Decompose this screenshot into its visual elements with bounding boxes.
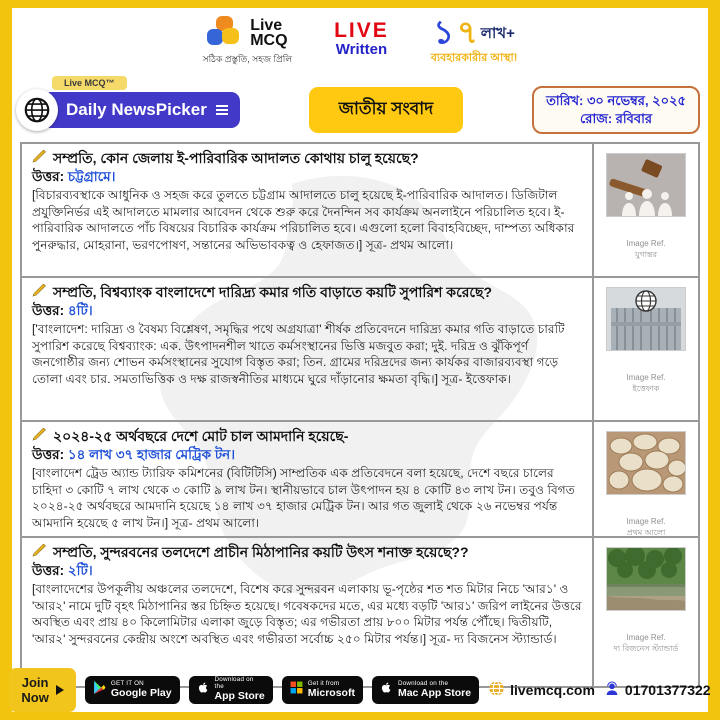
microsoft-badge[interactable]: Get it from Microsoft xyxy=(282,676,363,704)
explanation-text: [বাংলাদেশ ট্রেড অ্যান্ড ট্যারিফ কমিশনের (বিটিটিসি) সাম্প্রতিক এক প্রতিবেদনে বলা হয়েছে, দেশে বছরে চালের চাহিদা ৩ কোটি ৭ লাখ থেকে ৩ কোটি ৯ লাখ টন। স্থানীয়ভাবে চাল উৎপাদন হয় ৪ কোটি ৪৩ লাখ টন। তবুও বিগত ২০২৪-২৫ অর্থবছরে আমদানি হয়েছে ১৪ লাখ ৩৭ হাজার মেট্রিক টন। আর গত জুলাই থেকে ২৬ নভেম্বর পর্যন্ত আমদানি হয়েছে ৫ লাখ টন।] xyxy=(32,465,575,531)
qa-row xyxy=(22,538,698,686)
source-text: সূত্র- দ্য বিজনেস স্ট্যান্ডার্ড। xyxy=(429,632,557,647)
qa-row xyxy=(22,144,698,278)
answer-label: উত্তর: xyxy=(32,303,65,319)
image-ref-source: যুগান্তর xyxy=(634,249,658,259)
source-text: সূত্র- প্রথম আলো। xyxy=(171,516,260,531)
qa-media xyxy=(592,144,698,276)
rice-sacks-image xyxy=(606,431,686,495)
users-count-badge xyxy=(430,14,518,68)
pen-icon xyxy=(32,149,47,167)
qa-media xyxy=(592,278,698,420)
image-ref-label: Image Ref. xyxy=(626,517,666,526)
users-unit: লাখ+ xyxy=(480,24,515,42)
users-digit-2: ৭ xyxy=(456,14,478,50)
live-written-top: LIVE xyxy=(334,19,389,42)
question-text: সম্প্রতি, বিশ্বব্যাংক বাংলাদেশে দারিদ্র্য কমার গতি বাড়াতে কয়টি সুপারিশ করেছে? xyxy=(53,284,493,300)
app-store-badge[interactable]: Download on the App Store xyxy=(189,676,273,704)
live-mcq-logo xyxy=(203,16,292,67)
logo-row xyxy=(12,8,708,76)
newspicker-label: Daily NewsPicker xyxy=(66,100,207,119)
qa-media xyxy=(592,538,698,686)
users-digit-1: ১ xyxy=(433,14,454,50)
qa-text xyxy=(22,278,592,420)
date-line: তারিখ: ৩০ নভেম্বর, ২০২৫ xyxy=(546,92,686,108)
pen-icon xyxy=(32,283,47,301)
answer-value: ৪টি। xyxy=(67,303,93,319)
qa-row xyxy=(22,278,698,422)
live-written-bottom: Written xyxy=(335,41,388,58)
question-text: সম্প্রতি, সুন্দরবনের তলদেশে প্রাচীন মিঠাপানির কয়টি উৎস শনাক্ত হয়েছে?? xyxy=(53,544,469,560)
qa-text xyxy=(22,538,592,686)
day-line: রোজ: রবিবার xyxy=(580,111,653,126)
category-badge: জাতীয় সংবাদ xyxy=(309,87,463,133)
users-caption: ব্যবহারকারীর আস্থা! xyxy=(430,51,518,64)
answer-value: ২টি। xyxy=(67,563,93,579)
nav-row xyxy=(12,76,708,142)
menu-icon xyxy=(216,105,228,115)
image-ref-source: ইত্তেফাক xyxy=(632,383,660,393)
qa-text xyxy=(22,144,592,276)
qa-text xyxy=(22,422,592,536)
image-ref-label: Image Ref. xyxy=(626,633,666,642)
image-ref-source: প্রথম আলো xyxy=(626,527,666,536)
pen-icon xyxy=(32,427,47,445)
question-text: সম্প্রতি, কোন জেলায় ই-পারিবারিক আদালত কোথায় চালু হয়েছে? xyxy=(53,150,419,166)
google-play-badge[interactable]: GET IT ON Google Play xyxy=(85,676,180,704)
court-gavel-image xyxy=(606,153,686,217)
image-ref-label: Image Ref. xyxy=(626,239,666,248)
source-text: সূত্র- প্রথম আলো। xyxy=(365,238,454,253)
answer-label: উত্তর: xyxy=(32,169,65,185)
explanation-text: [বিচারব্যবস্থাকে আধুনিক ও সহজ করে তুলতে চট্টগ্রাম আদালতে চালু হয়েছে ই-পারিবারিক আদালত। ডিজিটাল প্রযুক্তিনির্ভর এই আদালতে মামলার আবেদন থেকে শুরু করে দৈনন্দিন সব কার্যক্রম অনলাইনে পরিচালিত হবে। ই-পারিবারিক আদালতে পাঁচ বিষয়ের বিচারিক কার্যক্রম পরিচালিত হবে। এগুলো হলো বিবাহবিচ্ছেদ, দাম্পত্য অধিকার পুনরুদ্ধার, মোহরানা, ভরণপোষণ, সন্তানের অভিভাবকত্ব ও হেফাজত।] xyxy=(32,187,575,253)
answer-label: উত্তর: xyxy=(32,447,65,463)
answer-value: ১৪ লাখ ৩৭ হাজার মেট্রিক টন। xyxy=(67,447,236,463)
website-text: livemcq.com xyxy=(510,682,595,698)
brand-tab: Live MCQ™ xyxy=(52,76,127,90)
answer-label: উত্তর: xyxy=(32,563,65,579)
explanation-text: [বাংলাদেশের উপকূলীয় অঞ্চলের তলদেশে, বিশেষ করে সুন্দরবন এলাকায় ভূ-পৃষ্ঠের শত শত মিটার নিচে 'আর১' ও 'আর২' নামে দুটি বৃহৎ মিঠাপানির স্তর চিহ্নিত হয়েছে। গবেষকদের মতে, এর মধ্যে বড়টি 'আর১' জরিপ লাইনের উত্তরে অবস্থিত এবং প্রায় ৪০ কিলোমিটার এলাকা জুড়ে বিস্তৃত; এর গভীরতা প্রায় ৮০০ মিটার পর্যন্ত পৌঁছে। দ্বিতীয়টি, 'আর২' সুন্দরবনের কেন্দ্রীয় অংশে অবস্থিত এবং গভীরতা সর্বোচ্চ ২৫০ মিটার পর্যন্ত।] xyxy=(32,581,582,647)
daily-newspicker-badge xyxy=(16,78,240,131)
qa-media xyxy=(592,422,698,536)
live-written-logo xyxy=(334,20,389,59)
answer-value: চট্টগ্রামে। xyxy=(67,169,116,185)
live-mcq-tagline: সঠিক প্রস্তুতি, সহজ প্রিলি xyxy=(202,54,293,64)
explanation-text: ['বাংলাদেশ: দারিদ্র্য ও বৈষম্য বিশ্লেষণ, সমৃদ্ধির পথে অগ্রযাত্রা' শীর্ষক প্রতিবেদনে দারিদ্র্য কমার গতি বাড়াতে চারটি সুপারিশ করেছে বিশ্বব্যাংক: এক. উৎপাদনশীল খাতে কর্মসংস্থানের ভিত্তি মজবুত করা; দুই. দরিদ্র ও ঝুঁকিপূর্ণ জনগোষ্ঠীর জন্য শোভন কর্মসংস্থানের সুযোগ বিস্তৃত করা; তিন. গ্রামের দরিদ্রদের জন্য কার্যকর বাজারব্যবস্থা গড়ে তোলা এবং চার. সমতাভিত্তিক ও দক্ষ রাজস্বনীতির মাধ্যমে ঘুরে দাঁড়ানোর ক্ষমতা বৃদ্ধি।] xyxy=(32,321,565,387)
pen-icon xyxy=(32,543,47,561)
qa-row xyxy=(22,422,698,538)
play-icon xyxy=(56,685,64,695)
source-text: সূত্র- ইত্তেফাক। xyxy=(441,372,512,387)
qa-panel xyxy=(20,142,700,688)
question-text: ২০২৪-২৫ অর্থবছরে দেশে মোট চাল আমদানি হয়েছে- xyxy=(53,428,349,444)
image-ref-source: দ্য বিজনেস স্ট্যান্ডার্ড xyxy=(613,643,679,653)
join-now-button[interactable]: Join Now xyxy=(9,668,75,712)
page xyxy=(12,8,711,712)
live-mcq-icon xyxy=(207,16,243,50)
live-mcq-wordmark: Live MCQ xyxy=(250,16,288,49)
date-box xyxy=(532,86,700,134)
phone-number: 01701377322 xyxy=(624,682,711,698)
mac-app-store-badge[interactable]: Download on the Mac App Store xyxy=(372,676,479,704)
sundarbans-forest-image xyxy=(606,547,686,611)
globe-icon xyxy=(16,89,58,131)
world-bank-building-image xyxy=(606,287,686,351)
image-ref-label: Image Ref. xyxy=(626,373,666,382)
